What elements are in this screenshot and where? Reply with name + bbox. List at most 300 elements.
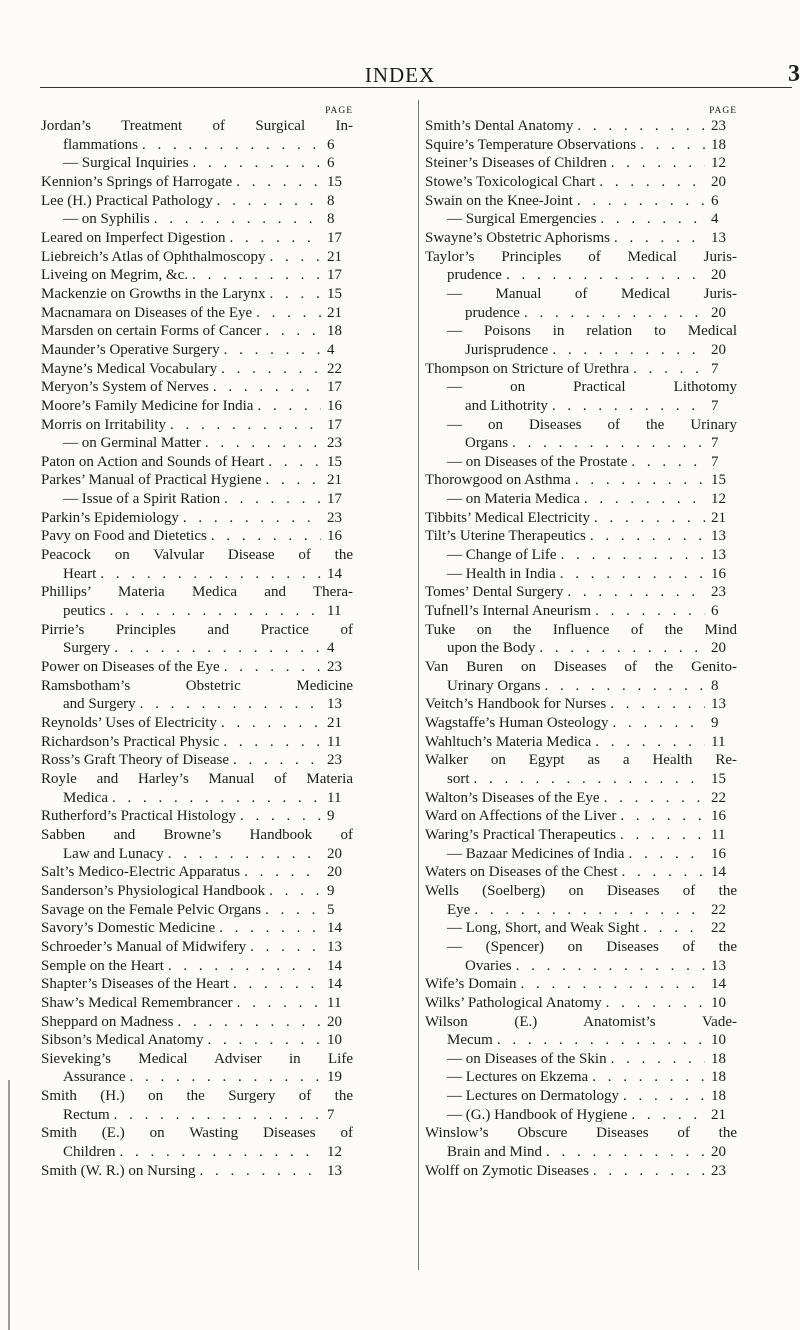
- index-entry: [41, 154, 353, 173]
- entry-page-number: 18: [711, 136, 726, 153]
- entry-page-number: 15: [327, 453, 342, 470]
- entry-title-continuation: Surgery: [63, 640, 111, 657]
- index-entry: [425, 1050, 737, 1069]
- dot-leader: [540, 677, 705, 696]
- entry-title: Veitch’s Handbook for Nurses: [425, 696, 607, 713]
- entry-title: — Issue of a Spirit Ration: [63, 491, 221, 508]
- entry-title-continuation: Medica: [63, 789, 108, 806]
- entry-page-number: 11: [327, 603, 342, 620]
- entry-title-continuation: prudence: [465, 304, 520, 321]
- index-entry: [41, 1087, 353, 1124]
- index-entry: [41, 117, 353, 154]
- entry-title: — on Diseases of the Prostate: [447, 453, 628, 470]
- entry-title: Wagstaffe’s Human Osteology: [425, 715, 609, 731]
- dot-leader: [573, 117, 705, 136]
- entry-page-number: 11: [327, 733, 342, 750]
- header-rule: [40, 87, 792, 88]
- dot-leader: [195, 1162, 321, 1181]
- entry-title: Winslow’s Obscure Diseases of the: [425, 1125, 737, 1142]
- entry-title: Jordan’s Treatment of Surgical In-: [41, 118, 353, 134]
- dot-leader: [516, 975, 705, 994]
- dot-leader: [136, 695, 321, 714]
- dot-leader: [207, 527, 321, 546]
- entry-title: Walker on Egypt as a Health Re-: [425, 752, 737, 769]
- index-entry: [425, 1124, 737, 1161]
- entry-title: — on Diseases of the Urinary: [447, 416, 737, 433]
- entry-title: Peacock on Valvular Disease of the: [41, 547, 353, 564]
- entry-title: — on Diseases of the Skin: [447, 1050, 607, 1067]
- entry-title-continuation: Law and Lunacy: [63, 845, 164, 862]
- entry-page-number: 15: [711, 472, 726, 489]
- entry-title: Savory’s Domestic Medicine: [41, 920, 216, 937]
- entry-page-number: 5: [327, 901, 335, 918]
- dot-leader: [150, 210, 321, 229]
- index-entry: [425, 658, 737, 695]
- index-entry: [41, 919, 353, 938]
- entry-title: Wilson (E.) Anatomist’s Vade-: [425, 1013, 737, 1030]
- index-entry: [425, 322, 737, 359]
- dot-leader: [215, 919, 321, 938]
- page-column-label: PAGE: [325, 106, 353, 116]
- dot-leader: [542, 1143, 705, 1162]
- entry-title: Moore’s Family Medicine for India: [41, 397, 254, 414]
- entry-title: Maunder’s Operative Surgery: [41, 341, 220, 358]
- entry-page-number: 23: [327, 435, 342, 452]
- entry-title-continuation: prudence: [447, 267, 502, 284]
- entry-page-number: 6: [327, 136, 335, 153]
- entry-page-number: 12: [711, 491, 726, 508]
- dot-leader: [589, 1162, 705, 1181]
- entry-page-number: 14: [327, 976, 342, 993]
- index-entry: [41, 583, 353, 620]
- entry-page-number: 9: [711, 715, 719, 731]
- dot-leader: [595, 173, 705, 192]
- index-entry: [425, 210, 737, 229]
- entry-page-number: 13: [711, 528, 726, 545]
- entry-page-number: 21: [711, 509, 726, 526]
- entry-page-number: 4: [327, 341, 335, 358]
- entry-title: Swain on the Knee-Joint: [425, 192, 573, 209]
- dot-leader: [164, 845, 321, 864]
- entry-title: Thompson on Stricture of Urethra: [425, 360, 630, 377]
- entry-page-number: 20: [327, 1013, 342, 1030]
- entry-title: Tibbits’ Medical Electricity: [425, 509, 590, 526]
- dot-leader: [596, 210, 705, 229]
- index-entry: [41, 341, 353, 360]
- entry-title: Smith (W. R.) on Nursing: [41, 1162, 196, 1179]
- dot-leader: [590, 509, 705, 528]
- entry-page-number: 18: [327, 323, 342, 340]
- entry-page-number: 22: [711, 920, 726, 937]
- dot-leader: [502, 266, 705, 285]
- index-entry: [425, 807, 737, 826]
- index-entry: [425, 1162, 737, 1181]
- dot-leader: [189, 154, 321, 173]
- page-edge-mark: [8, 1080, 10, 1330]
- entry-title: — Health in India: [447, 565, 556, 582]
- dot-leader: [548, 341, 705, 360]
- entry-page-number: 17: [327, 229, 342, 246]
- entry-title: Liveing on Megrim, &c.: [41, 267, 189, 284]
- entry-page-number: 16: [711, 808, 726, 825]
- entry-title: Wells (Soelberg) on Diseases of the: [425, 882, 737, 899]
- entry-title-continuation: Mecum: [447, 1032, 493, 1049]
- entry-title: — Lectures on Dermatology: [447, 1088, 620, 1105]
- dot-leader: [201, 434, 321, 453]
- entry-page-number: 13: [327, 938, 342, 955]
- dot-leader: [586, 527, 705, 546]
- entry-title-continuation: Rectum: [63, 1106, 110, 1123]
- entry-page-number: 11: [711, 826, 726, 843]
- entry-title: Morris on Irritability: [41, 416, 166, 433]
- index-entry: [425, 416, 737, 453]
- dot-leader: [629, 360, 705, 379]
- index-entry: [425, 192, 737, 211]
- index-entry: [425, 471, 737, 490]
- entry-title: Pavy on Food and Dietetics: [41, 528, 207, 545]
- dot-leader: [627, 453, 705, 472]
- index-entry: [425, 938, 737, 975]
- dot-leader: [213, 192, 321, 211]
- entry-title: Power on Diseases of the Eye: [41, 659, 220, 676]
- entry-page-number: 18: [711, 1088, 726, 1105]
- entry-title: Ward on Affections of the Liver: [425, 808, 617, 825]
- index-entry: [41, 285, 353, 304]
- index-entry: [41, 1031, 353, 1050]
- entry-title: Wahltuch’s Materia Medica: [425, 733, 592, 750]
- entry-title: Royle and Harley’s Manual of Materia: [41, 770, 353, 787]
- entry-title: Sanderson’s Physiological Handbook: [41, 882, 266, 899]
- index-entry: [41, 658, 353, 677]
- dot-leader: [557, 546, 705, 565]
- index-entry: [41, 1013, 353, 1032]
- entry-page-number: 17: [327, 379, 342, 396]
- entry-title: — Surgical Inquiries: [63, 155, 189, 172]
- index-entry: [425, 453, 737, 472]
- index-entry: [41, 751, 353, 770]
- index-entry: [425, 248, 737, 285]
- entry-page-number: 17: [327, 416, 342, 433]
- entry-title-continuation: flammations: [63, 136, 138, 153]
- index-entry: [41, 192, 353, 211]
- column-divider: [418, 100, 419, 1270]
- index-column-right: [425, 106, 737, 1180]
- dot-leader: [226, 229, 321, 248]
- entry-title: — on Syphilis: [63, 211, 150, 228]
- dot-leader: [608, 714, 705, 733]
- index-entry: [41, 453, 353, 472]
- entry-title: Sieveking’s Medical Adviser in Life: [41, 1050, 353, 1067]
- dot-leader: [580, 490, 705, 509]
- entry-title: Taylor’s Principles of Medical Juris-: [425, 248, 737, 265]
- index-entry: [425, 994, 737, 1013]
- index-entry: [41, 826, 353, 863]
- dot-leader: [470, 770, 706, 789]
- dot-leader: [125, 1068, 321, 1087]
- entry-title: Macnamara on Diseases of the Eye: [41, 304, 253, 321]
- entry-title: Sibson’s Medical Anatomy: [41, 1032, 204, 1049]
- index-entry: [41, 173, 353, 192]
- index-entry: [41, 266, 353, 285]
- entry-page-number: 8: [327, 211, 335, 228]
- entry-title-continuation: upon the Body: [447, 640, 536, 657]
- entry-page-number: 7: [711, 435, 719, 452]
- entry-page-number: 21: [711, 1106, 726, 1123]
- entry-page-number: 23: [327, 659, 342, 676]
- index-entry: [425, 229, 737, 248]
- entry-page-number: 13: [327, 1162, 342, 1179]
- dot-leader: [606, 695, 705, 714]
- index-entry: [41, 509, 353, 528]
- index-entry: [41, 527, 353, 546]
- entry-title: — Lectures on Ekzema: [447, 1069, 589, 1086]
- dot-leader: [588, 1068, 705, 1087]
- entry-page-number: 18: [711, 1050, 726, 1067]
- entry-title: — Poisons in relation to Medical: [447, 323, 737, 340]
- entry-title: Ramsbotham’s Obstetric Medicine: [41, 677, 353, 694]
- index-entry: [425, 695, 737, 714]
- dot-leader: [220, 341, 321, 360]
- entry-page-number: 23: [711, 118, 726, 134]
- entry-page-number: 12: [327, 1144, 342, 1161]
- entry-title: Shaw’s Medical Remembrancer: [41, 994, 233, 1011]
- entry-page-number: 20: [711, 267, 726, 284]
- dot-leader: [110, 639, 321, 658]
- entry-page-number: 14: [327, 920, 342, 937]
- index-entry: [41, 248, 353, 267]
- index-entry: [425, 751, 737, 788]
- dot-leader: [602, 994, 705, 1013]
- index-entry: [425, 173, 737, 192]
- entry-page-number: 14: [711, 864, 726, 881]
- dot-leader: [232, 173, 321, 192]
- index-entry: [41, 714, 353, 733]
- index-entry: [425, 1106, 737, 1125]
- entry-title: Pirrie’s Principles and Practice of: [41, 621, 353, 638]
- dot-leader: [179, 509, 321, 528]
- dot-leader: [627, 1106, 705, 1125]
- index-entry: [41, 994, 353, 1013]
- index-entry: [425, 154, 737, 173]
- entry-title: Meryon’s System of Nerves: [41, 379, 209, 396]
- entry-page-number: 23: [327, 509, 342, 526]
- index-entry: [425, 1087, 737, 1106]
- entry-page-number: 13: [327, 696, 342, 713]
- index-entry: [425, 1068, 737, 1087]
- entry-title-continuation: peutics: [63, 603, 106, 620]
- entry-page-number: 13: [711, 957, 726, 974]
- entry-title: Smith’s Dental Anatomy: [425, 118, 574, 134]
- entry-title: Liebreich’s Atlas of Ophthalmoscopy: [41, 248, 266, 265]
- index-entry: [41, 378, 353, 397]
- entry-title: — (Spencer) on Diseases of the: [447, 938, 737, 955]
- entry-title: Shapter’s Diseases of the Heart: [41, 976, 229, 993]
- entry-title: Savage on the Female Pelvic Organs: [41, 901, 262, 918]
- index-entry: [425, 360, 737, 379]
- entry-title-continuation: and Lithotrity: [465, 397, 548, 414]
- index-entry: [425, 285, 737, 322]
- entry-page-number: 13: [711, 696, 726, 713]
- entry-page-number: 9: [327, 808, 335, 825]
- entry-title-continuation: Organs: [465, 435, 509, 452]
- entry-page-number: 21: [327, 304, 342, 321]
- entry-page-number: 14: [327, 565, 342, 582]
- entry-page-number: 10: [327, 1032, 342, 1049]
- entry-page-number: 7: [711, 360, 719, 377]
- entry-page-number: 21: [327, 715, 342, 731]
- entry-page-number: 11: [711, 733, 726, 750]
- entry-title: Tilt’s Uterine Therapeutics: [425, 528, 586, 545]
- dot-leader: [520, 304, 705, 323]
- index-entry: [41, 975, 353, 994]
- entry-title: Squire’s Temperature Observations: [425, 136, 637, 153]
- entry-page-number: 16: [327, 397, 342, 414]
- dot-leader: [173, 1013, 321, 1032]
- dot-leader: [240, 863, 321, 882]
- dot-leader: [229, 751, 321, 770]
- index-column-left: [41, 106, 353, 1180]
- dot-leader: [535, 639, 705, 658]
- entry-title-continuation: Children: [63, 1144, 116, 1161]
- entry-title: Wife’s Domain: [425, 976, 517, 993]
- entry-page-number: 19: [327, 1069, 342, 1086]
- entry-page-number: 8: [711, 677, 719, 694]
- entry-page-number: 6: [327, 155, 335, 172]
- dot-leader: [573, 192, 705, 211]
- entry-page-number: 7: [711, 397, 719, 414]
- dot-leader: [188, 266, 321, 285]
- dot-leader: [618, 863, 706, 882]
- index-entry: [41, 733, 353, 752]
- dot-leader: [166, 416, 321, 435]
- dot-leader: [607, 1050, 705, 1069]
- entry-title: Richardson’s Practical Physic: [41, 733, 220, 750]
- entry-title: Mackenzie on Growths in the Larynx: [41, 285, 266, 302]
- dot-leader: [209, 378, 321, 397]
- index-entry: [425, 546, 737, 565]
- index-entry: [425, 789, 737, 808]
- index-entry: [41, 416, 353, 435]
- entry-title-continuation: and Surgery: [63, 696, 136, 713]
- entry-title: Mayne’s Medical Vocabulary: [41, 360, 218, 377]
- dot-leader: [229, 975, 321, 994]
- entry-page-number: 16: [711, 845, 726, 862]
- entry-title: Steiner’s Diseases of Children: [425, 155, 607, 172]
- entry-page-number: 16: [327, 528, 342, 545]
- entry-title: Ross’s Graft Theory of Disease: [41, 752, 230, 769]
- dot-leader: [616, 807, 705, 826]
- index-entry: [425, 136, 737, 155]
- index-entry: [425, 826, 737, 845]
- entry-title: Sabben and Browne’s Handbook of: [41, 826, 353, 843]
- dot-leader: [96, 565, 321, 584]
- index-entry: [425, 602, 737, 621]
- entry-page-number: 4: [327, 640, 335, 657]
- index-entry: [41, 1124, 353, 1161]
- entry-title: Phillips’ Materia Medica and Thera-: [41, 584, 353, 601]
- index-entry: [41, 1162, 353, 1181]
- entry-title: Wolff on Zymotic Diseases: [425, 1162, 589, 1179]
- entry-title: Waring’s Practical Therapeutics: [425, 826, 616, 843]
- entry-title: Marsden on certain Forms of Cancer: [41, 323, 262, 340]
- entry-page-number: 15: [327, 173, 342, 190]
- entry-page-number: 21: [327, 248, 342, 265]
- entry-title: Semple on the Heart: [41, 957, 164, 974]
- index-entry: [425, 583, 737, 602]
- entry-page-number: 10: [711, 1032, 726, 1049]
- entry-title-continuation: Urinary Organs: [447, 677, 541, 694]
- entry-page-number: 18: [711, 1069, 726, 1086]
- dot-leader: [236, 807, 321, 826]
- entry-page-number: 23: [711, 1162, 726, 1179]
- dot-leader: [591, 602, 705, 621]
- entry-title: — Bazaar Medicines of India: [447, 845, 625, 862]
- dot-leader: [246, 938, 321, 957]
- index-entry: [41, 677, 353, 714]
- entry-title-continuation: Brain and Mind: [447, 1144, 542, 1161]
- index-entry: [41, 546, 353, 583]
- dot-leader: [220, 490, 321, 509]
- index-entry: [425, 1013, 737, 1050]
- dot-leader: [591, 733, 705, 752]
- entry-page-number: 22: [711, 901, 726, 918]
- entry-title: Walton’s Diseases of the Eye: [425, 789, 600, 806]
- entry-title-continuation: Assurance: [63, 1069, 126, 1086]
- dot-leader: [252, 304, 321, 323]
- index-entry: [425, 919, 737, 938]
- dot-leader: [556, 565, 705, 584]
- entry-title: Parkes’ Manual of Practical Hygiene: [41, 472, 262, 489]
- dot-leader: [220, 658, 321, 677]
- entry-title: — Manual of Medical Juris-: [447, 285, 737, 302]
- entry-page-number: 20: [711, 173, 726, 190]
- entry-title-continuation: Jurisprudence: [465, 341, 549, 358]
- index-entry: [425, 527, 737, 546]
- dot-leader: [217, 360, 321, 379]
- dot-leader: [619, 1087, 705, 1106]
- entry-page-number: 6: [711, 192, 719, 209]
- dot-leader: [217, 714, 321, 733]
- dot-leader: [616, 826, 705, 845]
- index-entry: [425, 975, 737, 994]
- index-entry: [41, 322, 353, 341]
- dot-leader: [512, 957, 705, 976]
- entry-page-number: 11: [327, 789, 342, 806]
- entry-title: — on Practical Lithotomy: [447, 379, 737, 396]
- entry-page-number: 11: [327, 994, 342, 1011]
- entry-title: Reynolds’ Uses of Electricity: [41, 715, 217, 731]
- dot-leader: [164, 957, 321, 976]
- dot-leader: [548, 397, 705, 416]
- entry-page-number: 15: [327, 285, 342, 302]
- entry-title: — on Germinal Matter: [63, 435, 201, 452]
- index-entry: [41, 471, 353, 490]
- entry-page-number: 14: [327, 957, 342, 974]
- entry-page-number: 8: [327, 192, 335, 209]
- entry-title: Stowe’s Toxicological Chart: [425, 173, 596, 190]
- dot-leader: [508, 434, 705, 453]
- page-header: [0, 0, 800, 90]
- entry-title: Salt’s Medico-Electric Apparatus: [41, 864, 241, 881]
- index-entry: [41, 938, 353, 957]
- index-entry: [41, 210, 353, 229]
- dot-leader: [261, 901, 321, 920]
- index-entry: [425, 733, 737, 752]
- page-title: INDEX: [364, 63, 436, 87]
- entry-page-number: 6: [711, 603, 719, 620]
- entry-title: — Surgical Emergencies: [447, 211, 597, 228]
- entry-page-number: 15: [711, 770, 726, 787]
